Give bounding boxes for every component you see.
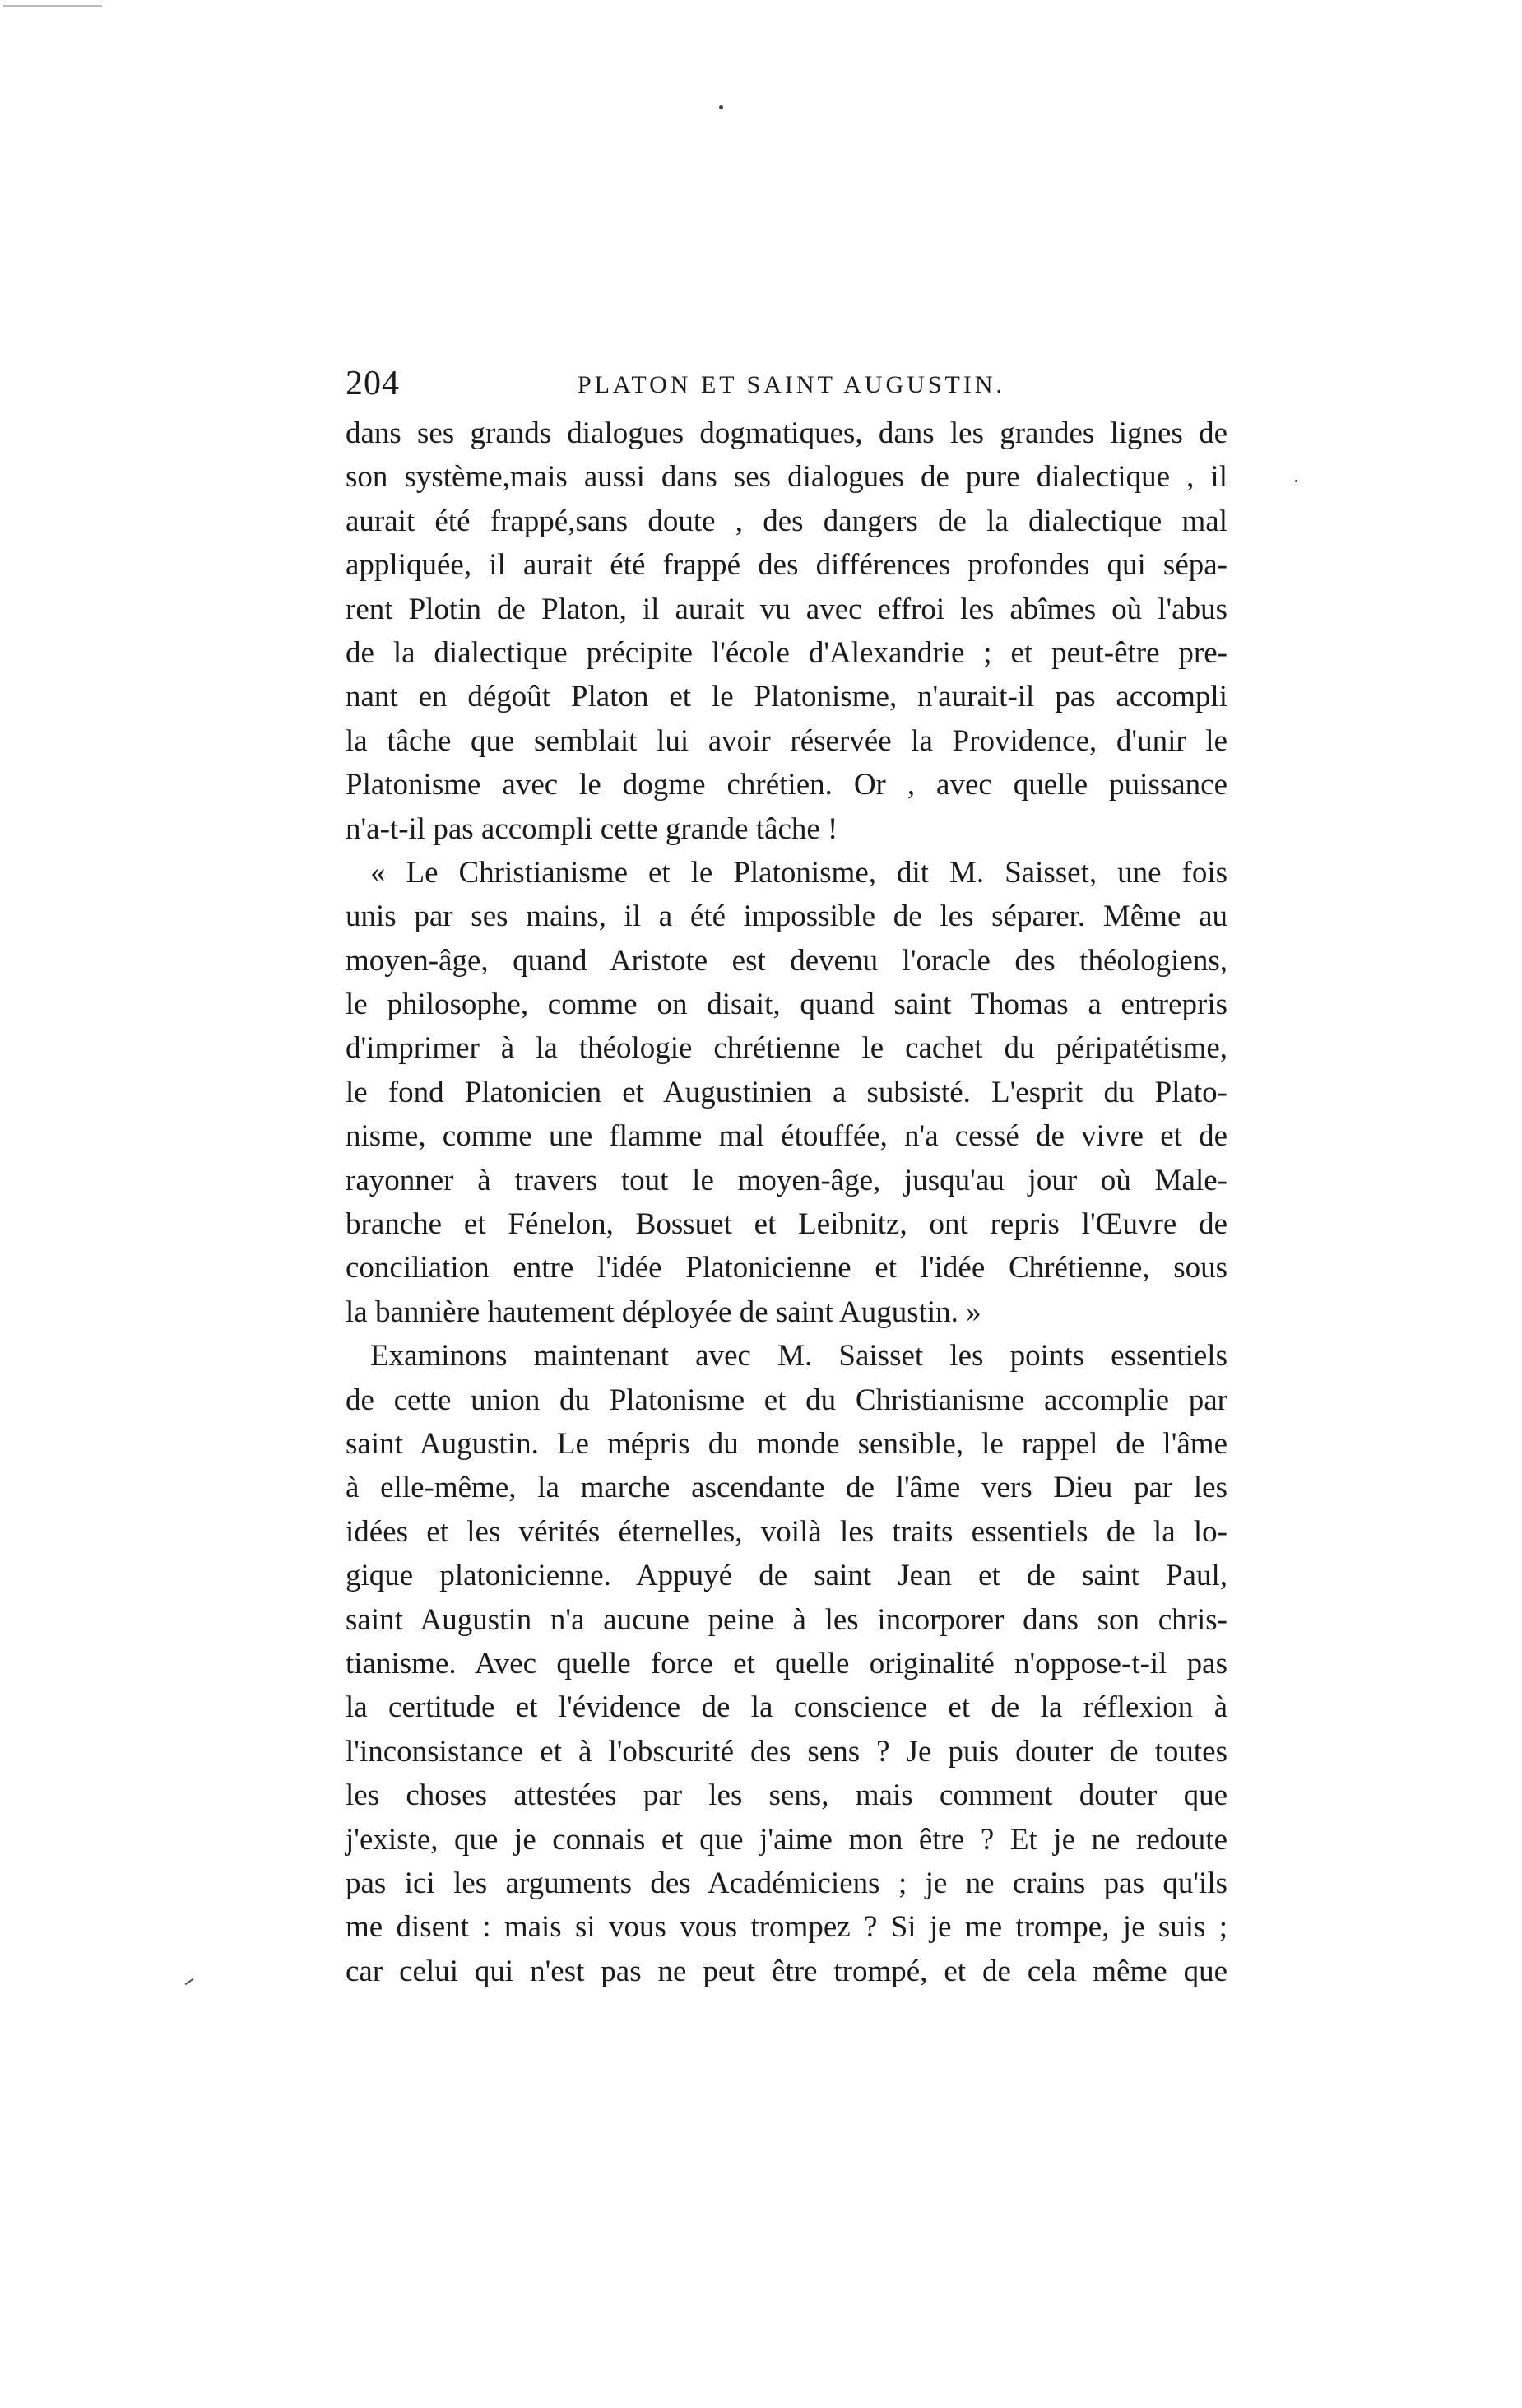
ink-speck <box>719 105 723 109</box>
ink-speck <box>1295 480 1297 482</box>
text-line: à elle-même, la marche ascendante de l'âme vers Dieu par les <box>346 1471 1227 1505</box>
body-text <box>346 411 1227 1993</box>
text-line: n'a-t-il pas accompli cette grande tâche ! <box>346 811 838 846</box>
text-line: j'existe, que je connais et que j'aime mon être ? Et je ne redoute <box>346 1822 1227 1857</box>
page-number: 204 <box>346 365 400 402</box>
text-line: l'inconsistance et à l'obscurité des sens ? Je puis douter de toutes <box>346 1734 1227 1769</box>
text-line: nant en dégoût Platon et le Platonisme, n'aurait-il pas accompli <box>346 680 1227 714</box>
text-line: pas ici les arguments des Académiciens ; je ne crains pas qu'ils <box>346 1866 1227 1900</box>
text-line: rent Plotin de Platon, il aurait vu avec effroi les abîmes où l'abus <box>346 592 1227 626</box>
text-line: gique platonicienne. Appuyé de saint Jean et de saint Paul, <box>346 1559 1227 1593</box>
text-line: la bannière hautement déployée de saint Augustin. » <box>346 1295 981 1329</box>
running-head <box>346 359 1227 408</box>
ink-speck <box>185 1978 194 1986</box>
text-line: car celui qui n'est pas ne peut être trompé, et de cela même que <box>346 1954 1227 1988</box>
text-line: tianisme. Avec quelle force et quelle originalité n'oppose-t-il pas <box>346 1646 1227 1680</box>
text-line: conciliation entre l'idée Platonicienne et l'idée Chrétienne, sous <box>346 1251 1227 1285</box>
text-line: saint Augustin. Le mépris du monde sensible, le rappel de l'âme <box>346 1426 1227 1461</box>
text-line: son système,mais aussi dans ses dialogues de pure dialectique , il <box>346 460 1227 495</box>
running-title: PLATON ET SAINT AUGUSTIN. <box>578 371 1006 398</box>
text-line: le philosophe, comme on disait, quand saint Thomas a entrepris <box>346 988 1227 1022</box>
text-line: « Le Christianisme et le Platonisme, dit M. Saisset, une fois <box>370 855 1227 890</box>
text-line: de la dialectique précipite l'école d'Alexandrie ; et peut-être pre- <box>346 635 1227 670</box>
text-line: appliquée, il aurait été frappé des différences profondes qui sépa- <box>346 548 1227 583</box>
text-line: d'imprimer à la théologie chrétienne le cachet du péripatétisme, <box>346 1031 1227 1066</box>
text-line: nisme, comme une flamme mal étouffée, n'a cessé de vivre et de <box>346 1119 1227 1154</box>
text-line: saint Augustin n'a aucune peine à les incorporer dans son chris- <box>346 1602 1227 1637</box>
text-line: la certitude et l'évidence de la conscience et de la réflexion à <box>346 1690 1227 1725</box>
text-line: Platonisme avec le dogme chrétien. Or , avec quelle puissance <box>346 768 1227 802</box>
text-line: aurait été frappé,sans doute , des dangers de la dialectique mal <box>346 504 1227 538</box>
text-line: dans ses grands dialogues dogmatiques, dans les grandes lignes de <box>346 416 1227 450</box>
text-line: de cette union du Platonisme et du Christianisme accomplie par <box>346 1383 1227 1417</box>
text-line: idées et les vérités éternelles, voilà les traits essentiels de la lo- <box>346 1514 1227 1549</box>
text-line: moyen-âge, quand Aristote est devenu l'oracle des théologiens, <box>346 943 1227 978</box>
text-line: Examinons maintenant avec M. Saisset les points essentiels <box>370 1339 1227 1374</box>
scan-artifact <box>3 5 102 7</box>
text-line: me disent : mais si vous vous trompez ? Si je me trompe, je suis ; <box>346 1910 1227 1945</box>
text-line: rayonner à travers tout le moyen-âge, jusqu'au jour où Male- <box>346 1163 1227 1197</box>
text-line: branche et Fénelon, Bossuet et Leibnitz, ont repris l'Œuvre de <box>346 1207 1227 1242</box>
text-line: la tâche que semblait lui avoir réservée la Providence, d'unir le <box>346 723 1227 758</box>
text-line: le fond Platonicien et Augustinien a subsisté. L'esprit du Plato- <box>346 1075 1227 1109</box>
text-line: unis par ses mains, il a été impossible de les séparer. Même au <box>346 900 1227 934</box>
text-line: les choses attestées par les sens, mais comment douter que <box>346 1778 1227 1813</box>
